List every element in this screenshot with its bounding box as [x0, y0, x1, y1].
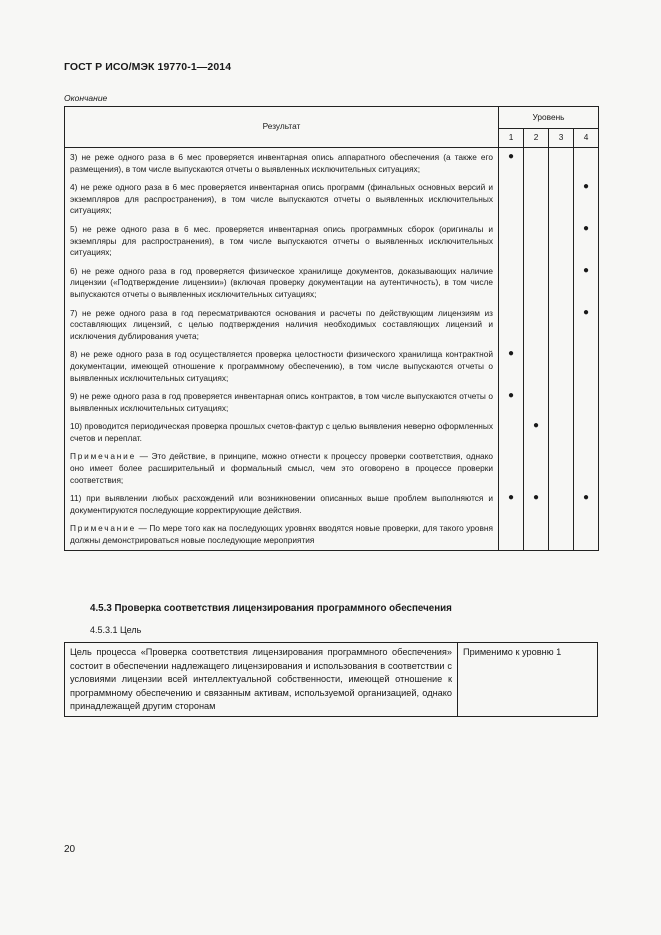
- table-row: [65, 262, 599, 304]
- note-body: — По мере того как на последующих уровнях вводятся новые проверки, для такого уровня должны демонстрироваться новые последующие мероприятия: [70, 523, 493, 546]
- level-2-mark: [524, 304, 549, 346]
- result-text: 9) не реже одного раза в год проверяется инвентарная опись контрактов, в том числе выпускаются отчеты о выявленных исключительных ситуациях;: [65, 387, 499, 417]
- level-1-mark: [499, 519, 524, 550]
- level-2-mark: [524, 345, 549, 387]
- result-text: 8) не реже одного раза в год осуществляется проверка целостности физического хранилища контрактной документации, имеющей отношение к программному обеспечению), в том числе выпускаются отчеты о выявленных исключительных ситуациях;: [65, 345, 499, 387]
- page-number: 20: [64, 844, 76, 855]
- level-4-mark: ●: [574, 220, 599, 262]
- result-text: 3) не реже одного раза в 6 мес проверяется инвентарная опись аппаратного обеспечения (а также его размещения), в том числе выпускаются отчеты о выявленных исключительных ситуациях;: [65, 148, 499, 179]
- level-3-mark: [549, 489, 574, 519]
- document-header: ГОСТ Р ИСО/МЭК 19770-1—2014: [64, 61, 232, 73]
- note-row: [65, 447, 599, 489]
- level-1-mark: [499, 178, 524, 220]
- level-2-mark: [524, 178, 549, 220]
- level-2-mark: ●: [524, 417, 549, 447]
- table-continuation-caption: Окончание: [64, 93, 108, 103]
- table-row: [65, 387, 599, 417]
- level-1-mark: ●: [499, 387, 524, 417]
- level-1-mark: [499, 262, 524, 304]
- level-4-header: 4: [574, 129, 599, 148]
- table-row: [65, 345, 599, 387]
- result-text: 10) проводится периодическая проверка прошлых счетов-фактур с целью выявления неверно оформленных счетов и переплат.: [65, 417, 499, 447]
- goal-description: Цель процесса «Проверка соответствия лицензирования программного обеспечения» состоит в обеспечении надлежащего лицензирования и использования в соответствии с условиями лицензии всей интеллектуальной собственности, имеющей отношение к программному обеспечению и связанным активам, используемой организацией, однако принадлежащей другим сторонам: [65, 643, 458, 717]
- level-4-mark: ●: [574, 304, 599, 346]
- note-label: Примечание: [70, 523, 137, 534]
- level-column-header: Уровень: [499, 107, 599, 129]
- level-3-mark: [549, 148, 574, 179]
- result-text: 5) не реже одного раза в 6 мес. проверяется инвентарная опись программных сборок (оригиналы и экземпляры для распространения), в том числе выпускаются отчеты о выявленных исключительных ситуациях;: [65, 220, 499, 262]
- level-1-mark: ●: [499, 489, 524, 519]
- level-4-mark: ●: [574, 262, 599, 304]
- level-4-mark: ●: [574, 178, 599, 220]
- level-3-mark: [549, 220, 574, 262]
- level-2-mark: [524, 220, 549, 262]
- table-row: [65, 489, 599, 519]
- level-1-mark: ●: [499, 148, 524, 179]
- level-2-mark: [524, 148, 549, 179]
- level-4-mark: ●: [574, 489, 599, 519]
- subsection-heading: 4.5.3.1 Цель: [90, 625, 142, 635]
- level-2-mark: [524, 447, 549, 489]
- table-row: [65, 304, 599, 346]
- table-row: [65, 220, 599, 262]
- level-4-mark: [574, 387, 599, 417]
- note-text: [65, 519, 499, 550]
- table-row: [65, 178, 599, 220]
- level-3-mark: [549, 178, 574, 220]
- level-4-mark: [574, 345, 599, 387]
- result-text: 11) при выявлении любых расхождений или возникновении описанных выше проблем выполняются и документируются последующие корректирующие действия.: [65, 489, 499, 519]
- note-label: Примечание: [70, 451, 137, 462]
- level-3-mark: [549, 304, 574, 346]
- goal-applicability: Применимо к уровню 1: [458, 643, 598, 717]
- level-3-mark: [549, 345, 574, 387]
- level-1-mark: [499, 304, 524, 346]
- level-3-mark: [549, 387, 574, 417]
- note-row: [65, 519, 599, 550]
- level-3-mark: [549, 417, 574, 447]
- result-text: 6) не реже одного раза в год проверяется физическое хранилище документов, доказывающих наличие лицензии («Подтверждение лицензии») (включая проверку документации на аутентичность), в том числе выпускаются отчеты о выявленных исключительных ситуациях;: [65, 262, 499, 304]
- note-body: — Это действие, в принципе, можно отнести к процессу проверки соответствия, однако оно имеет более расширительный и формальный смысл, чем это оговорено в процессе проверки соответствия;: [70, 451, 493, 485]
- table-row: [65, 417, 599, 447]
- level-3-header: 3: [549, 129, 574, 148]
- level-3-mark: [549, 519, 574, 550]
- level-4-mark: [574, 447, 599, 489]
- note-text: [65, 447, 499, 489]
- result-text: 4) не реже одного раза в 6 мес проверяется инвентарная опись программ (финальных основных версий и экземпляров для распространения), в том числе выпускаются отчеты о выявленных исключительных ситуациях;: [65, 178, 499, 220]
- result-text: 7) не реже одного раза в год пересматриваются основания и расчеты по действующим лицензиям из составляющих лицензий, с целью подтверждения наличия необходимых составляющих лицензий и исключения дублирования учета;: [65, 304, 499, 346]
- level-3-mark: [549, 447, 574, 489]
- level-1-header: 1: [499, 129, 524, 148]
- level-1-mark: [499, 447, 524, 489]
- level-4-mark: [574, 519, 599, 550]
- level-1-mark: [499, 220, 524, 262]
- level-4-mark: [574, 148, 599, 179]
- level-1-mark: [499, 417, 524, 447]
- result-column-header: Результат: [65, 107, 499, 148]
- level-1-mark: ●: [499, 345, 524, 387]
- level-2-header: 2: [524, 129, 549, 148]
- level-2-mark: [524, 519, 549, 550]
- goal-table: [64, 642, 598, 717]
- level-2-mark: ●: [524, 489, 549, 519]
- level-2-mark: [524, 262, 549, 304]
- level-4-mark: [574, 417, 599, 447]
- section-heading: 4.5.3 Проверка соответствия лицензирования программного обеспечения: [90, 603, 452, 614]
- table-row: [65, 148, 599, 179]
- level-3-mark: [549, 262, 574, 304]
- results-table: [64, 106, 599, 551]
- level-2-mark: [524, 387, 549, 417]
